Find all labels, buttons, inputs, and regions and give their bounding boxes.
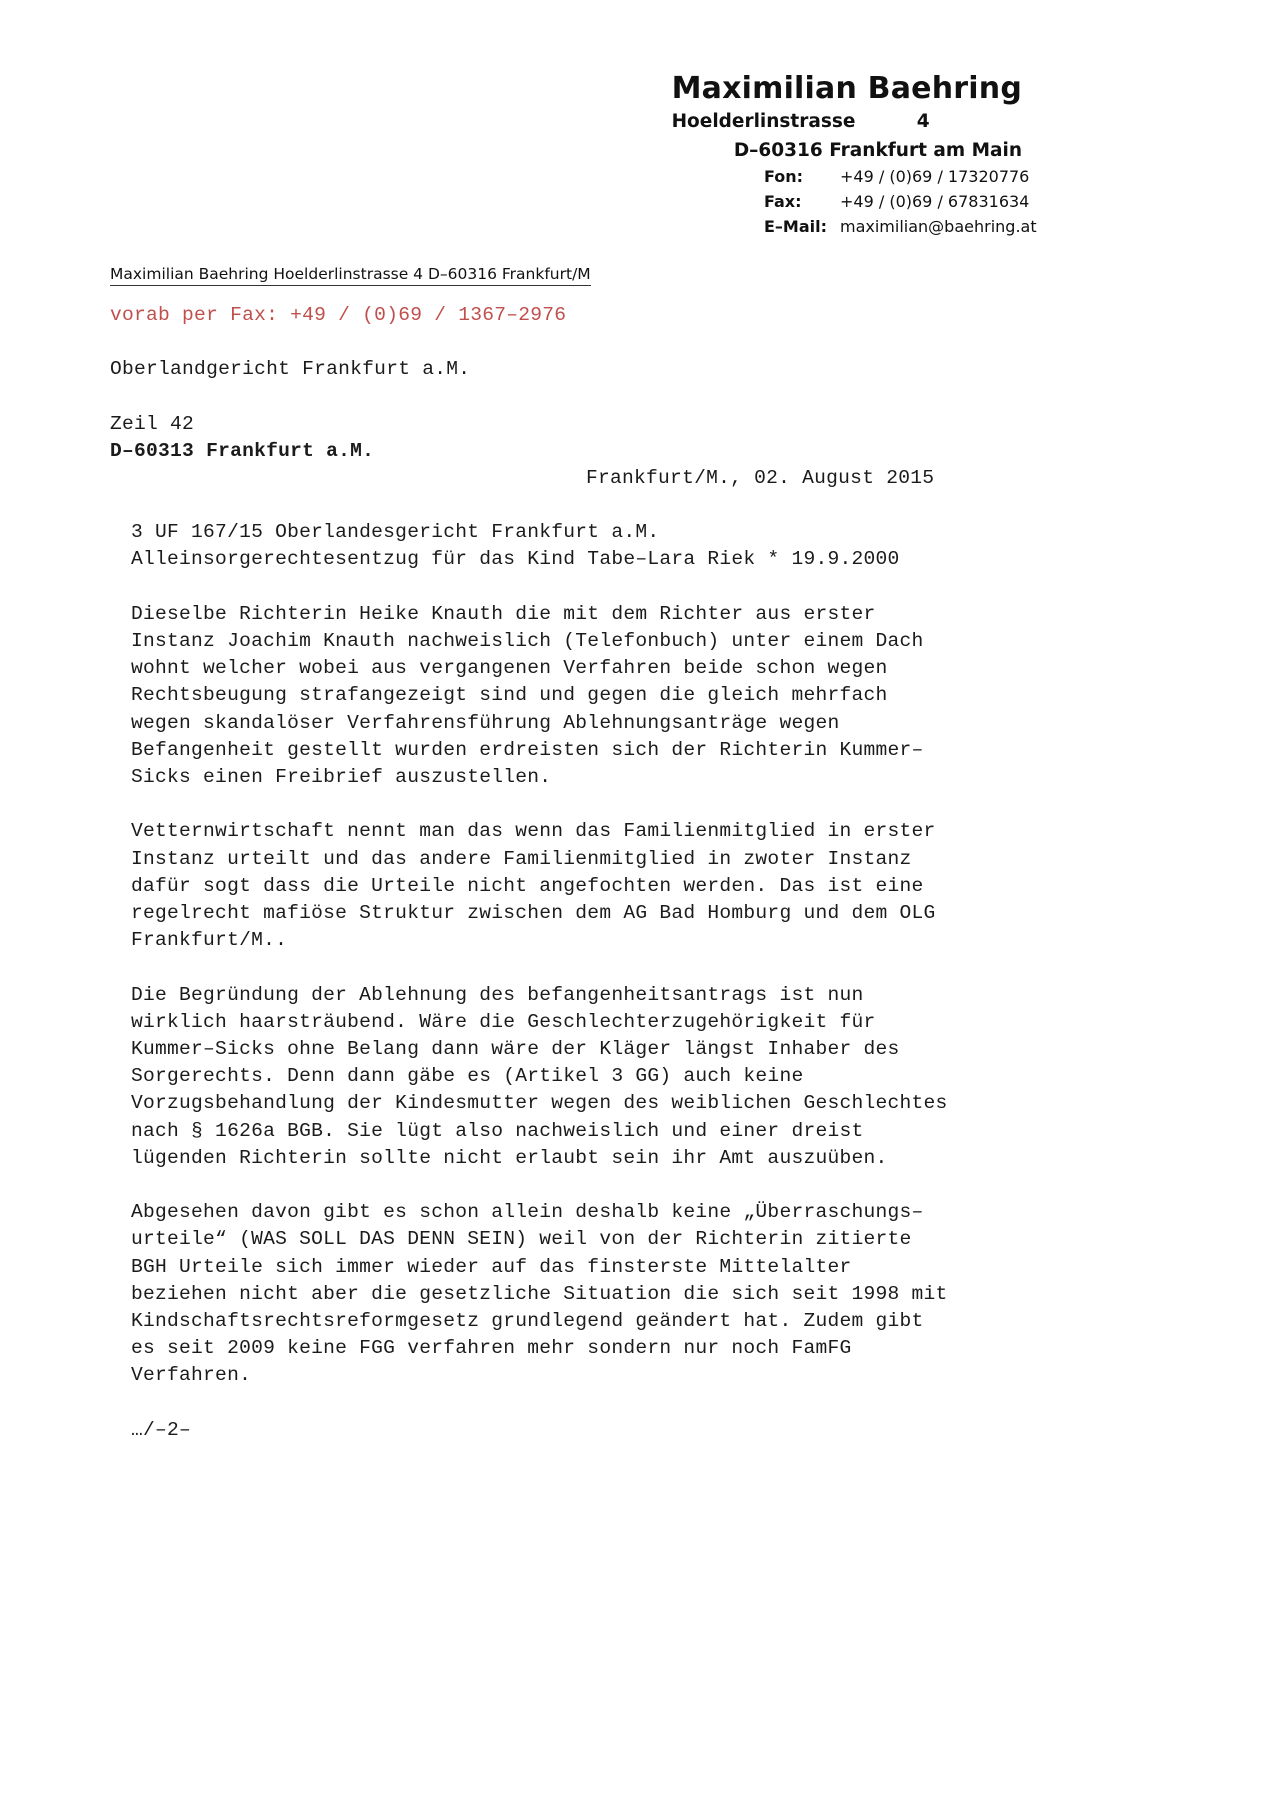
letterhead-name: Maximilian Baehring [671,71,1022,106]
paragraph-line: Abgesehen davon gibt es schon allein deshalb keine „Überraschungs– [131,1201,924,1224]
paragraph-line: regelrecht mafiöse Struktur zwischen dem AG Bad Homburg und dem OLG [131,902,936,925]
subject-block [110,519,1170,573]
paragraph-line: Sorgerechts. Denn dann gäbe es (Artikel 3 GG) auch keine [131,1065,804,1088]
paragraph-line: Frankfurt/M.. [131,929,288,952]
subject-line-2: Alleinsorgerechtesentzug für das Kind Tabe–Lara Riek * 19.9.2000 [131,548,900,571]
letterhead [671,70,1037,239]
paragraph-line: Sicks einen Freibrief auszustellen. [131,766,552,789]
paragraph-line: beziehen nicht aber die gesetzliche Situation die sich seit 1998 mit [131,1282,948,1305]
letterhead-fon-value: +49 / (0)69 / 17320776 [840,166,1030,186]
paragraph-line: Instanz Joachim Knauth nachweislich (Telefonbuch) unter einem Dach [131,630,924,652]
paragraph-line: Dieselbe Richterin Heike Knauth die mit dem Richter aus erster [131,602,876,625]
paragraph-line: wegen skandalöser Verfahrensführung Ablehnungsanträge wegen [131,711,840,734]
paragraph-3 [110,982,1170,1172]
recipient-line-1: Oberlandgericht Frankfurt a.M. [110,358,471,381]
paragraph-line: Kummer–Sicks ohne Belang dann wäre der Kläger längst Inhaber des [131,1038,900,1061]
spacer [110,383,1170,410]
letterhead-fax-label: Fax: [764,191,802,211]
letterhead-street: Hoelderlinstrasse [671,111,856,133]
paragraph-line: Instanz urteilt und das andere Familienmitglied in zwoter Instanz [131,847,912,870]
paragraph-line: BGH Urteile sich immer wieder auf das finsterste Mittelalter [131,1255,852,1278]
page-continuation-marker: …/–2– [131,1418,192,1441]
paragraph-line: wirklich haarsträubend. Wäre die Geschlechterzugehörigkeit für [131,1010,876,1033]
letterhead-email-value: maximilian@baehring.at [840,216,1037,236]
paragraph-line: urteile“ (WAS SOLL DAS DENN SEIN) weil von der Richterin zitierte [131,1228,912,1251]
letterhead-house-number: 4 [916,111,930,133]
letterhead-fon-label: Fon: [764,166,804,186]
paragraph-line: Vorzugsbehandlung der Kindesmutter wegen des weiblichen Geschlechtes [131,1092,948,1115]
letterhead-street-row [672,108,930,136]
paragraph-2 [110,818,1170,954]
paragraph-line: Verfahren. [131,1364,252,1387]
letter-body [110,302,1170,1444]
paragraph-line: wohnt welcher wobei aus vergangenen Verfahren beide schon wegen [131,657,888,680]
subject-line-1: 3 UF 167/15 Oberlandesgericht Frankfurt a.M. [131,521,660,544]
paragraph-line: Befangenheit gestellt wurden erdreisten sich der Richterin Kummer– [131,738,924,761]
paragraph-line: Die Begründung der Ablehnung des befangenheitsantrags ist nun [131,983,864,1006]
letterhead-city: D–60316 Frankfurt am Main [733,139,1022,161]
letterhead-fon-row [672,165,1030,190]
paragraph-line: Vetternwirtschaft nennt man das wenn das Familienmitglied in erster [131,820,936,843]
letterhead-email-row [672,215,1037,240]
sender-return-line: Maximilian Baehring Hoelderlinstrasse 4 D–60316 Frankfurt/M [110,265,591,286]
paragraph-line: nach § 1626a BGB. Sie lügt also nachweislich und einer dreist [131,1119,864,1142]
recipient-line-2: Zeil 42 [110,412,195,435]
paragraph-line: Kindschaftsrechtsreformgesetz grundlegend geändert hat. Zudem gibt [131,1310,924,1333]
paragraph-1 [110,601,1170,791]
paragraph-line: es seit 2009 keine FGG verfahren mehr sondern nur noch FamFG [131,1337,852,1360]
recipient-line-3: D–60313 Frankfurt a.M. [110,439,375,462]
letterhead-fax-value: +49 / (0)69 / 67831634 [840,191,1030,211]
paragraph-line: dafür sogt dass die Urteile nicht angefochten werden. Das ist eine [131,874,924,897]
paragraph-line: lügenden Richterin sollte nicht erlaubt sein ihr Amt auszuüben. [131,1146,888,1169]
paragraph-4 [110,1199,1170,1389]
letterhead-fax-row [672,190,1030,215]
letterhead-email-label: E–Mail: [764,216,828,236]
date-line: Frankfurt/M., 02. August 2015 [586,467,935,489]
paragraph-line: Rechtsbeugung strafangezeigt sind und gegen die gleich mehrfach [131,684,888,707]
fax-notice: vorab per Fax: +49 / (0)69 / 1367–2976 [110,304,567,326]
